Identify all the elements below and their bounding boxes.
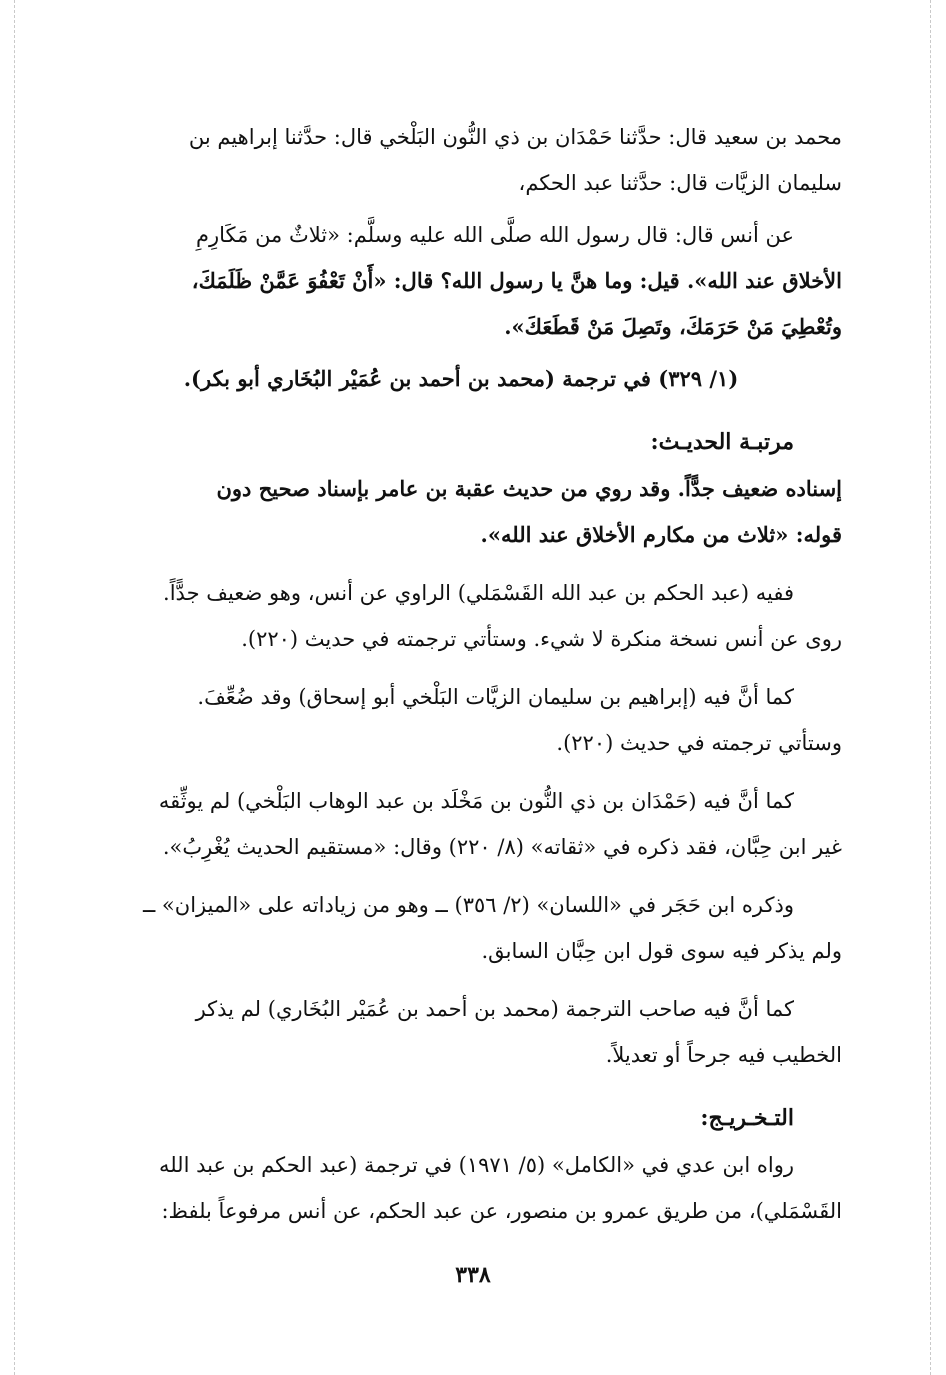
- text-line: الخطيب فيه جرحاً أو تعديلاً.: [605, 1043, 842, 1067]
- section-heading-takhrij: التـخـريـج:: [700, 1105, 794, 1131]
- text-line: قوله: «ثلاث من مكارم الأخلاق عند الله».: [480, 522, 842, 547]
- text-line: الأخلاق عند الله». قيل: وما هنَّ يا رسول الله؟ قال: «أَنْ تَعْفُوَ عَمَّنْ ظَلَمَكَ،: [191, 268, 842, 293]
- text-line: غير ابن حِبَّان، فقد ذكره في «ثقاته» (٨/ ٢٢٠) وقال: «مستقيم الحديث يُغْرِبُ».: [162, 835, 842, 859]
- page-number: ٣٣٨: [455, 1262, 491, 1288]
- text-line: وتُعْطِيَ مَنْ حَرَمَكَ، وتَصِلَ مَنْ قَطَعَكَ».: [504, 314, 842, 339]
- page-body: [80, 114, 842, 1234]
- margin-guide-left: [14, 0, 15, 1375]
- text-line: وذكره ابن حَجَر في «اللسان» (٢/ ٣٥٦) ــ وهو من زياداته على «الميزان» ــ: [142, 893, 794, 917]
- source-reference: (١/ ٣٢٩) في ترجمة (محمد بن أحمد بن عُمَيْر البُخَاري أبو بكر).: [183, 366, 739, 391]
- section-heading-hadith-grade: مرتبـة الحديـث:: [650, 429, 794, 455]
- text-line: إسناده ضعيف جدًّاً. وقد روي من حديث عقبة بن عامر بإسناد صحيح دون: [216, 476, 842, 501]
- text-line: كما أنَّ فيه (حَمْدَان بن ذي النُّون بن مَخْلَد بن عبد الوهاب البَلْخي) لم يوثِّقه: [158, 789, 794, 813]
- text-line: عن أنس قال: قال رسول الله صلَّى الله عليه وسلَّم: «ثلاثٌ من مَكَارِمِ: [196, 223, 794, 247]
- text-line: سليمان الزيَّات قال: حدَّثنا عبد الحكم،: [518, 171, 842, 195]
- text-line: روى عن أنس نسخة منكرة لا شيء. وستأتي ترجمته في حديث (٢٢٠).: [241, 627, 842, 651]
- text-line: كما أنَّ فيه (إبراهيم بن سليمان الزيَّات البَلْخي أبو إسحاق) وقد ضُعِّفَ.: [197, 685, 794, 709]
- text-line: ففيه (عبد الحكم بن عبد الله القَسْمَلي) الراوي عن أنس، وهو ضعيف جدًّاً.: [163, 581, 794, 605]
- text-line: كما أنَّ فيه صاحب الترجمة (محمد بن أحمد بن عُمَيْر البُخَاري) لم يذكر: [195, 997, 794, 1021]
- text-line: محمد بن سعيد قال: حدَّثنا حَمْدَان بن ذي النُّون البَلْخي قال: حدَّثنا إبراهيم بن: [188, 125, 842, 149]
- text-line: القَسْمَلي)، من طريق عمرو بن منصور، عن عبد الحكم، عن أنس مرفوعاً بلفظ:: [161, 1199, 842, 1223]
- text-line: ولم يذكر فيه سوى قول ابن حِبَّان السابق.: [481, 939, 842, 963]
- text-line: رواه ابن عدي في «الكامل» (٥/ ١٩٧١) في ترجمة (عبد الحكم بن عبد الله: [158, 1153, 794, 1177]
- margin-guide-right: [930, 0, 931, 1375]
- text-line: وستأتي ترجمته في حديث (٢٢٠).: [556, 731, 842, 755]
